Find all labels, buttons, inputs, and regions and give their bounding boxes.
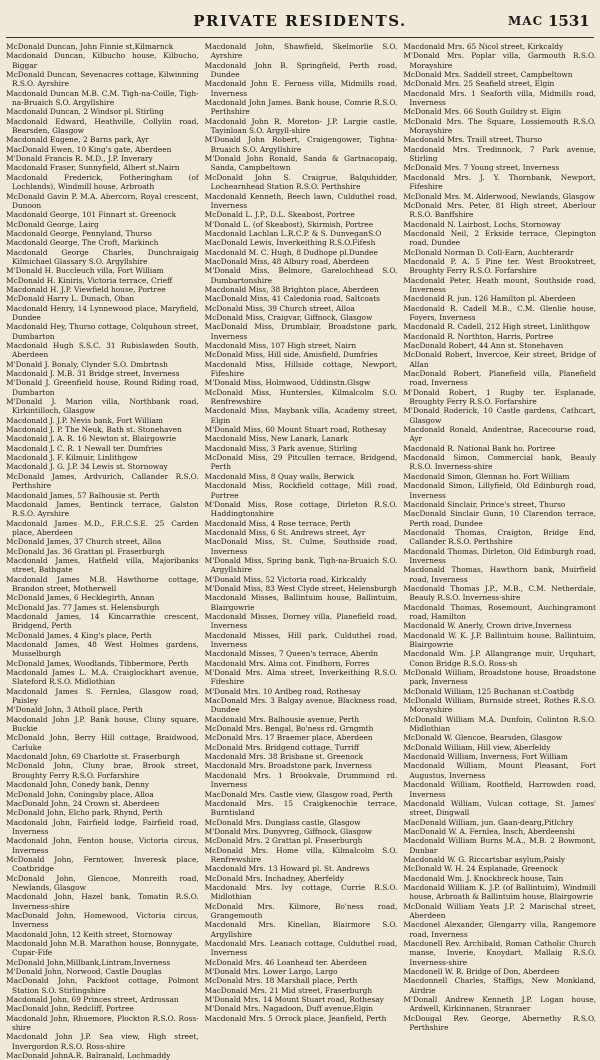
resident-entry: MacDonald Mrs. Castle view, Glasgow road, Perth bbox=[204, 789, 393, 799]
resident-entry: Macdonald Mrs. 38 Brisbane st. Greenock bbox=[204, 752, 364, 762]
resident-entry: Macdonald Mrs. 1 Brookvale, Drummond rd. Inverness bbox=[204, 770, 398, 790]
resident-entry: M'Donall Andrew Kenneth J.P. Logan house, Ardwell, Kirkinnanen, Stranraer bbox=[403, 995, 597, 1014]
resident-entry: Macdonald Kenneth, Beech lawn, Culduthel road, Inverness bbox=[204, 191, 398, 210]
column-1 bbox=[6, 42, 199, 1060]
resident-entry: Macdonel Alexander, Glengarry villa, Rangemore road, Inverness bbox=[403, 920, 597, 939]
resident-entry: Macdonald John, 12 Keith street, Stornoway bbox=[6, 929, 173, 939]
resident-entry: MacDonald Miss, 41 Caledonia road, Saltcoats bbox=[204, 294, 380, 304]
resident-entry: M'Donald John Ronald, Sanda & Gartnacopaig, Sanda, Campbeltown bbox=[204, 154, 398, 173]
section-tag: MAC bbox=[508, 14, 544, 28]
resident-entry: McDonald Miss, Huntersles, Kilmalcolm S.O. Renfrewshire bbox=[204, 387, 398, 407]
resident-entry: M'Donald Mrs. Poplar villa, Garmouth R.S.O. Morayshire bbox=[403, 51, 597, 70]
resident-entry: Macdonald Sinclair, Prince's street, Thurso bbox=[403, 499, 566, 509]
resident-entry: Macdonald R. jun. 126 Hamilton pl. Aberdeen bbox=[403, 294, 576, 304]
resident-entry: M'Donald Robert, 1 Rugby ter. Esplanade, Broughty Ferry R.S.O. Forfarshire bbox=[403, 387, 597, 407]
resident-entry: M'Donald J. Greenfield house, Round Riding road, Dumbarton bbox=[6, 378, 199, 397]
resident-entry: Macdonald Misses, Hill park, Culduthel road, Inverness bbox=[204, 630, 398, 649]
resident-entry: McDonald William, Burnside street, Rothes R.S.O. Morayshire bbox=[403, 696, 597, 715]
resident-entry: Macdonald W. Anerly, Crown drive,Inverness bbox=[403, 621, 572, 631]
resident-entry: Macdonald William, Rootfield, Harrowden road, Inverness bbox=[403, 780, 597, 799]
resident-entry: McDonald Duncan, Sevenacres cottage, Kilwinning R.S.O. Ayrshire bbox=[6, 70, 199, 89]
resident-entry: Macdonald John J.P. Bank house, Cluny square, Buckie bbox=[6, 714, 199, 734]
resident-entry: Macdonald Miss, New Lanark, Lanark bbox=[204, 434, 348, 444]
resident-entry: Macdonald Mrs. 13 Howard pl. St. Andrews bbox=[204, 864, 370, 874]
resident-entry: Macdonald John J.P. Sea view, High street, Invergordon R.S.O. Ross-shire bbox=[6, 1032, 199, 1051]
resident-entry: M'Donald H. Buccleuch villa, Fort William bbox=[6, 266, 164, 276]
resident-entry: Macdonald Peter, Heath mount, Southside road, Inverness bbox=[403, 275, 597, 294]
resident-entry: Macdonald Eugene, 2 Barns park, Ayr bbox=[6, 135, 149, 145]
resident-entry: Macdonald John, 69 Charlotte st. Fraserburgh bbox=[6, 752, 180, 762]
resident-entry: Macdonald J. F. Kilmuir, Linlithgow bbox=[6, 453, 138, 463]
resident-entry: Macdonald H. J.P. Viewfield house, Portree bbox=[6, 284, 166, 294]
resident-entry: MacDonald W. A. Fernlea, Insch, Aberdeenshi bbox=[403, 826, 575, 836]
resident-entry: Macdonnell Charles, Staffigs, New Monkland, Airdrie bbox=[403, 976, 597, 995]
resident-entry: McDonald John,Millbank,Lintram,Inverness bbox=[6, 957, 171, 967]
page-number: 1531 bbox=[548, 12, 590, 30]
resident-entry: Macdonald J. A. R. 16 Newton st. Blairgowrie bbox=[6, 434, 177, 444]
column-3 bbox=[403, 42, 597, 1033]
resident-entry: Macdonald James, Bentinck terrace, Galston R.S.O. Ayrshire bbox=[6, 499, 199, 519]
resident-entry: McDonald Mrs. 17 Braemer place, Aberdeen bbox=[204, 733, 373, 743]
resident-entry: Macdonald J. G. J.P. 34 Lewis st. Stornoway bbox=[6, 462, 168, 472]
resident-entry: Macdonald W. K. J.P. Ballintuim house, Ballintuim, Blairgowrie bbox=[403, 630, 597, 649]
resident-entry: MacDonald William, jun. Gaan-dearg,Pitlchry bbox=[403, 817, 574, 827]
resident-entry: McDonald William M.A. Dunfoin, Colinton R.S.O. Midlothian bbox=[403, 714, 597, 734]
resident-entry: Macdonald James, 48 West Holmes gardens, Musselburgh bbox=[6, 640, 199, 659]
resident-entry: Macdonald Mrs. Leanach cottage, Culduthel road, Inverness bbox=[204, 939, 398, 958]
resident-entry: McDonald Miss, Hill side, Amisfield, Dumfries bbox=[204, 350, 378, 360]
resident-entry: Macdonald John, 69 Princes street, Ardrossan bbox=[6, 995, 179, 1005]
resident-entry: McDonald Mrs. 66 South Guildry st. Elgin bbox=[403, 107, 561, 117]
resident-entry: McDonald Mrs. 18 Marshall place, Perth bbox=[204, 976, 358, 986]
resident-entry: Macdonald Mrs. Ivy cottage, Currie R.S.O. Midlothian bbox=[204, 882, 398, 902]
resident-entry: MacDonald Miss, St. Culme, Southside road, Inverness bbox=[204, 537, 398, 556]
resident-entry: McDonald James, Woodlands, Tibbermore, Perth bbox=[6, 658, 189, 668]
resident-entry: Macdonald Frederick, Fotheringham (of Lochlands), Windmill house, Arbroath bbox=[6, 172, 199, 192]
resident-entry: McDonald Mrs. Bridgend cottage, Turriff bbox=[204, 742, 360, 752]
resident-entry: McDonald William, Hill view, Aberfeldy bbox=[403, 742, 551, 752]
resident-entry: Macdonald Mrs. 65 Nicol street, Kirkcaldy bbox=[403, 42, 564, 51]
resident-entry: McDonald William, 125 Buchanan st.Coatbdg bbox=[403, 686, 575, 696]
resident-entry: McDonald Mrs. 2 Grattan pl. Fraserburgh bbox=[204, 836, 363, 846]
resident-entry: McDonald Duncan, John Finnie st,Kilmarnck bbox=[6, 42, 174, 51]
resident-entry: MacDonald Ewen, 10 King's gate, Aberdeen bbox=[6, 144, 172, 154]
resident-entry: Macdonald R. Northton, Harris, Portree bbox=[403, 331, 554, 341]
resident-entry: McDonald John, Ferntower, Inveresk place, Coatbridge bbox=[6, 854, 199, 874]
resident-entry: Macdonald John M.B. Marathon house, Bonnygate, Cupar-Fife bbox=[6, 939, 199, 958]
resident-entry: MacDonald Miss, 48 Albury road, Aberdeen bbox=[204, 256, 370, 266]
resident-entry: Macdonald Misses, 7 Queen's terrace, Aberdn bbox=[204, 649, 379, 659]
resident-entry: Macdonald Miss, 4 Rose terrace, Perth bbox=[204, 518, 351, 528]
resident-entry: M'Donald Miss, Holmwood, Uddinstn.Glsgw bbox=[204, 378, 371, 388]
resident-entry: Macdonald W. G. Riccartsbar asylum,Paisly bbox=[403, 854, 566, 864]
resident-entry: Macdonald Edward, Heathville, Collylin road, Bearsden, Glasgow bbox=[6, 116, 199, 136]
resident-entry: M'Donald John, 3 Atholl place, Perth bbox=[6, 705, 143, 715]
resident-entry: Macdonald Mrs. J. Y. Thornbank, Newport, Fifeshire bbox=[403, 172, 597, 192]
resident-entry: Macdonald Simon, Lillyfield, Old Edinburgh road, Inverness bbox=[403, 481, 597, 500]
resident-entry: MacDonald Sinclair Gunn, 10 Clarendon terrace, Perth road, Dundee bbox=[403, 509, 597, 528]
resident-entry: Macdonald Simon, Glennan ho. Fort William bbox=[403, 471, 570, 481]
resident-entry: MacDonald John, 24 Crown st. Aberdeen bbox=[6, 798, 160, 808]
resident-entry: McDonald Gavin P. M.A. Abercorn, Royal crescent, Dunoon bbox=[6, 191, 199, 210]
resident-entry: McDonald Miss, 29 Pitcullen terrace, Bridgend, Perth bbox=[204, 453, 398, 472]
resident-entry: McDonald W. Glencoe, Bearsden, Glasgow bbox=[403, 733, 563, 743]
resident-entry: Macdonald James S. Fernlea, Glasgow road, Paisley bbox=[6, 686, 199, 706]
resident-entry: Macdonald Miss, Maybank villa, Academy street, Elgin bbox=[204, 406, 398, 425]
resident-entry: MacDonald John, Packfoot cottage, Polmont Station S.O. Stirlingshire bbox=[6, 976, 199, 995]
resident-entry: MacDonald Mrs. 21 Mid street, Fraserburgh bbox=[204, 985, 373, 995]
resident-entry: MacDonald John, Homewood, Victoria circus, Inverness bbox=[6, 910, 199, 930]
resident-entry: McDonald William Yeats J.P. 2 Marischal street, Aberdeen bbox=[403, 901, 597, 920]
resident-entry: MacDonald Robert, Planefield villa, Planefield road, Inverness bbox=[403, 369, 597, 388]
resident-entry: Macdonald William, Mount Pleasant, Fort Augustus, Inverness bbox=[403, 761, 597, 780]
resident-entry: McDonald James, 37 Church street, Alloa bbox=[6, 537, 162, 547]
resident-entry: Macdonald John, Fairfield lodge, Fairfield road, Inverness bbox=[6, 817, 199, 836]
resident-entry: Macdonald Fraser, Sunnyfield, Albert st.Nairn bbox=[6, 163, 180, 173]
resident-entry: Macdonald Thomas, Dirleton, Old Edinburgh road, Inverness bbox=[403, 546, 597, 565]
resident-entry: M'Donald Francis R. M.D., J.P. Inverary bbox=[6, 154, 153, 164]
resident-entry: Macdonald R. Cadell, 212 High street, Linlithgow bbox=[403, 322, 590, 332]
resident-entry: Macdonald John, Conedy bank, Denny bbox=[6, 780, 150, 790]
resident-entry: Macdonald George, The Croft, Markinch bbox=[6, 238, 159, 248]
resident-entry: M'Donald Miss, 52 Victoria road, Kirkcaldy bbox=[204, 574, 367, 584]
resident-entry: McDonald John, Glencoe, Monreith road, Newlands, Glasgow bbox=[6, 873, 199, 892]
resident-entry: Macdonald R. National Bank ho. Portree bbox=[403, 443, 556, 453]
resident-entry: M'Donald Miss, Spring bank, Tigh-na-Bruaich S.O. Argyllshire bbox=[204, 555, 398, 575]
resident-entry: McDonald James, 6 Hecklegirth, Annan bbox=[6, 593, 155, 603]
resident-entry: Macdonald N. Lairbost, Lochs, Stornoway bbox=[403, 219, 561, 229]
resident-entry: Macdonald Simon, Commercial bank, Beauly R.S.O. Inverness-shire bbox=[403, 453, 597, 472]
resident-entry: Macdonald Miss, 6 St. Andrews street, Ayr bbox=[204, 527, 366, 537]
resident-entry: M'Donald J. Marion villa, Northbank road, Kirkintilloch, Glasgow bbox=[6, 397, 199, 416]
resident-entry: MacDonald JohnA.R. Balranald, Lochmaddy bbox=[6, 1051, 171, 1060]
resident-entry: Macdonald George, Pennyland, Thurso bbox=[6, 228, 152, 238]
resident-entry: Macdonald J. P. The Neuk, Bath st. Stonehaven bbox=[6, 425, 182, 435]
resident-entry: Macdonald Miss, Rockfield cottage, Mill road, Portree bbox=[204, 481, 398, 500]
resident-entry: M'Donald Mrs. 10 Ardbeg road, Rothesay bbox=[204, 686, 361, 696]
resident-entry: Macdonald Duncan, 2 Windsor pl. Stirling bbox=[6, 107, 164, 117]
resident-entry: Macdonald Wm. J. Knockbreck house, Tain bbox=[403, 873, 564, 883]
resident-entry: Macdonald John E. Ferness villa, Midmills road, Inverness bbox=[204, 79, 398, 98]
resident-entry: MacDonald Miss, Drumblair, Broadstone park, Inverness bbox=[204, 322, 398, 341]
resident-entry: McDonald Jas. 77 James st. Helensburgh bbox=[6, 602, 160, 612]
resident-entry: Macdonald Neil, 2 Erkside terrace, Clepington road, Dundee bbox=[403, 228, 597, 248]
resident-entry: M'Donald Mrs. Alma street, Inverkeithing R.S.O. Fifeshire bbox=[204, 668, 398, 687]
resident-entry: M'Donald Mrs. 14 Mount Stuart road, Rothesay bbox=[204, 995, 384, 1005]
column-2 bbox=[204, 42, 398, 1023]
resident-entry: McDonald Mrs. Dunglass castle, Glasgow bbox=[204, 817, 361, 827]
page-header bbox=[0, 0, 600, 36]
resident-entry: McDonald H. Kiniris, Victoria terrace, Crieff bbox=[6, 275, 173, 285]
resident-entry: Macdonald Thomas J.P., M.B., C.M. Netherdale, Beauly R.S.O. Inverness-shire bbox=[403, 583, 597, 603]
resident-entry: Macdonald John James. Bank house, Comrie R.S.O. Perthshire bbox=[204, 98, 398, 117]
resident-entry: McDonald Mrs. The Square, Lossiemouth R.S.O. Morayshire bbox=[403, 116, 597, 136]
resident-entry: McDonald Miss, Craigvar, Giffnock, Glasgow bbox=[204, 312, 373, 322]
resident-entry: McDonald Robert, Invercoe, Keir street, Bridge of Allan bbox=[403, 350, 597, 369]
resident-entry: Macdonald Mrs. Broadstone park, Inverness bbox=[204, 761, 372, 771]
resident-entry: McDonald Mrs. Kilmore, Bo'ness road, Grangemouth bbox=[204, 901, 398, 920]
resident-entry: M'Donald Mrs. Nagadoon, Duff avenue,Elgin bbox=[204, 1004, 374, 1014]
resident-entry: Macdonald John B. Springfield, Perth road, Dundee bbox=[204, 60, 398, 80]
resident-entry: Macdonald William, Vulcan cottage, St. James' street, Dingwall bbox=[403, 798, 597, 818]
resident-entry: M'Donald John, Norwood, Castle Douglas bbox=[6, 967, 162, 977]
resident-entry: Macdonell Rev. Archibald, Roman Catholic Church manse, Inverie, Knoydart, Mallaig R.S.O. Inverness-shire bbox=[403, 939, 597, 967]
resident-entry: McDonald Mrs. Saddell street, Campbeltown bbox=[403, 70, 573, 80]
resident-entry: McDonald Mrs. 25 Seafield street, Elgin bbox=[403, 79, 555, 89]
resident-entry: McDonald Mrs. Home villa, Kilmalcolm S.O. Renfrewshire bbox=[204, 845, 398, 864]
resident-entry: Macdonald George Charles, Dunchraigaig Kilmichael Glassary S.O. Argyllshire bbox=[6, 247, 199, 266]
resident-entry: McDougal Rev. George, Abernethy R.S.O. Perthshire bbox=[403, 1013, 597, 1033]
resident-entry: Macdonald Duncan, Kilbucho house, Kilbucho, Biggar bbox=[6, 51, 199, 70]
resident-entry: McDonald Mrs. M. Alderwood, Newlands, Glasgow bbox=[403, 191, 595, 201]
resident-entry: Macdonald John, Fenton house, Victoria circus, Inverness bbox=[6, 836, 199, 855]
resident-entry: McDonald Mrs. Peter, 81 High street, Aberlour R.S.O. Banffshire bbox=[403, 200, 597, 220]
resident-entry: Macdonald Mrs. Alma cot. Findhorn, Forres bbox=[204, 658, 370, 668]
resident-entry: Macdonald Thomas, Hawthorn bank, Muirfield road, Inverness bbox=[403, 565, 597, 584]
resident-entry: McDonald L. J.P., D.L. Skeabost, Portree bbox=[204, 210, 355, 220]
resident-entry: McDonald John, Berry Hill cottage, Braidwood, Carluke bbox=[6, 733, 199, 752]
resident-entry: MacDonald John, Redcliff, Portree bbox=[6, 1004, 134, 1014]
resident-entry: Macdonald J. M.B. 31 Bridge street, Inverness bbox=[6, 369, 180, 379]
resident-entry: McDonald John, Coningsby place, Alloa bbox=[6, 789, 154, 799]
resident-entry: Macdonald Mrs. Traill street, Thurso bbox=[403, 135, 543, 145]
resident-entry: Macdonald John, Shawfield, Skelmorlie S.O. Ayrshire bbox=[204, 42, 398, 61]
resident-entry: Macdonald John, Hazel bank, Tomatin R.S.O. Inverness-shire bbox=[6, 892, 199, 911]
resident-entry: Macdonald Mrs. 1 Seaforth villa, Midmills road, Inverness bbox=[403, 88, 597, 108]
resident-entry: M'Donald J. Bonaly, Clynder S.O. Dmbrtnsh bbox=[6, 359, 168, 369]
resident-entry: Macdonald James M.B. Hawthorne cottage, Brandon street, Motherwell bbox=[6, 574, 199, 593]
resident-entry: McDonald Mrs. 46 Loanhead ter. Aberdeen bbox=[204, 957, 367, 967]
resident-entry: McDonald W. H. 24 Esplanade, Greenock bbox=[403, 864, 558, 874]
resident-entry: Macdonald Duncan M.B. C.M. Tigh-na-Coille, Tigh-na-Bruaich S.O. Argyllshire bbox=[6, 88, 199, 108]
resident-entry: McDonald John, Cluny brae, Brook street, Broughty Ferry R.S.O. Forfarshire bbox=[6, 761, 199, 780]
resident-entry: Macdonald James, 14 Kincarrathie crescent, Bridgend, Perth bbox=[6, 611, 199, 631]
resident-entry: Macdonald Lachlan L.R.C.P. & S. DunveganS.O bbox=[204, 228, 382, 238]
resident-entry: Macdonald Thomas, Craigton, Bridge End, Callander R.S.O. Perthshire bbox=[403, 527, 597, 547]
resident-entry: Macdonald Miss, 107 High street, Nairn bbox=[204, 341, 357, 350]
resident-entry: McDonald John S. Craigrue, Balquhidder, Lochearnhead Station R.S.O. Perthshire bbox=[204, 172, 398, 192]
resident-entry: Macdonald James, 57 Balhousie st. Perth bbox=[6, 490, 160, 500]
resident-entry: McDonald Miss, 39 Church street, Alloa bbox=[204, 303, 355, 313]
resident-entry: Macdonald George, 101 Finnart st. Greenock bbox=[6, 210, 177, 220]
resident-entry: Macdonald Mrs. 15 Craigkenochie terrace, Burntisland bbox=[204, 798, 398, 818]
resident-entry: MacDonald Robert, 44 Ann st. Stonehaven bbox=[403, 341, 564, 350]
resident-entry: Macdonald James L. M.A. Craiglockhart avenue, Slateford R.S.O. Midlothian bbox=[6, 668, 199, 687]
resident-entry: M'Donald Mrs. Lower Largo, Largo bbox=[204, 967, 338, 977]
resident-entry: McDonald William, Broadstone house, Broadstone park, Inverness bbox=[403, 668, 597, 687]
resident-entry: Macdonald Miss, 3 Park avenue, Stirling bbox=[204, 443, 357, 453]
resident-entry: Macdonald P. A. 5 Pine ter. West Brookstreet, Broughty Ferry R.S.O. Forfarshire bbox=[403, 256, 597, 276]
directory-columns bbox=[6, 42, 597, 1060]
resident-entry: Macdonald M. C. Hugh, 8 Dudhope pl.Dundee bbox=[204, 247, 378, 257]
resident-entry: Macdonald Misses, Ballintuim house, Ballintuim, Blairgowrie bbox=[204, 593, 398, 612]
resident-entry: Macdonell W. R. Bridge of Don, Aberdeen bbox=[403, 967, 560, 977]
resident-entry: Macdonald R. Cadell M.B., C.M. Glenlie house, Foyers, Inverness bbox=[403, 303, 597, 322]
resident-entry: Macdonald Thomas, Rosemount, Auchingramont road, Hamilton bbox=[403, 602, 597, 621]
resident-entry: M'Donald Miss, 60 Mount Stuart road, Rothesay bbox=[204, 425, 387, 435]
resident-entry: M'Donald Miss, Rose cottage, Dirleton R.S.O. Haddingtonshire bbox=[204, 499, 398, 519]
resident-entry: McDonald Mrs. 7 Young street, Inverness bbox=[403, 163, 560, 173]
resident-entry: Macdonald William, Inverness, Fort William bbox=[403, 752, 568, 762]
resident-entry: Macdonald John R. Moreton- J.P. Largie castle, Tayinloan S.O. Argyll-shire bbox=[204, 116, 398, 136]
resident-entry: M'Donald John Robert, Craigengower, Tighna-Bruaich S.O. Argyllshire bbox=[204, 135, 398, 154]
resident-entry: Macdonald William K. J.P. (of Ballintuim), Windmill house, Arbroath & Ballintuim house, Blairgowrie bbox=[403, 882, 597, 902]
page-title: PRIVATE RESIDENTS. bbox=[193, 12, 407, 30]
resident-entry: Macdonald Mrs. Balhousie avenue, Perth bbox=[204, 714, 360, 724]
resident-entry: Macdonald Wm. J.P. Allangrange muir, Urquhart, Conon Bridge R.S.O. Ross-sh bbox=[403, 649, 597, 668]
resident-entry: McDonald Harry L. Dunach, Oban bbox=[6, 294, 135, 304]
resident-entry: Macdonald Miss, Hillside cottage, Newport, Fifeshire bbox=[204, 359, 398, 379]
resident-entry: Macdonald J. J.P. Nevis bank, Fort William bbox=[6, 415, 163, 425]
resident-entry: McDonald Mrs. Bengal, Bo'ness rd. Grngmth bbox=[204, 724, 374, 734]
resident-entry: Macdonald Hugh S.S.C. 31 Rubislawden South, Aberdeen bbox=[6, 341, 199, 360]
resident-entry: MacDonald Mrs. 3 Balgay avenue, Blackness road, Dundee bbox=[204, 696, 398, 715]
resident-entry: M'Donald Miss, Belmore, Garelochhead S.O. Dumbartonshire bbox=[204, 266, 398, 285]
resident-entry: MacDonald Lewis, Inverkeithing R.S.O.Fifesh bbox=[204, 238, 376, 248]
resident-entry: Macdonald James, Hatfield villa, Majoribanks street, Bathgate bbox=[6, 555, 199, 575]
resident-entry: Macdonald Hey, Thurso cottage, Colquhoun street, Dumbarton bbox=[6, 322, 199, 341]
resident-entry: McDonald George, Lairg bbox=[6, 219, 99, 229]
resident-entry: Macdonald Miss, 38 Brighton place, Aberdeen bbox=[204, 284, 379, 294]
resident-entry: Macdonald Miss, 8 Quay walls, Berwick bbox=[204, 471, 355, 481]
resident-entry: M'Donald Roderick, 10 Castle gardens, Cathcart, Glasgow bbox=[403, 406, 597, 425]
resident-entry: Macdonald Mrs. Kinellan, Blairmore S.O. Argyllshire bbox=[204, 920, 398, 939]
resident-entry: McDonald Mrs. Inchadney, Aberfeldy bbox=[204, 873, 345, 883]
resident-entry: M'Donald Mrs. Dunyvreg, Giffnock, Glasgow bbox=[204, 826, 372, 836]
resident-entry: Macdonald Henry, 14 Lynnewood place, Maryfield, Dundee bbox=[6, 303, 199, 322]
resident-entry: McDonald James, 4 King's place, Perth bbox=[6, 630, 152, 640]
resident-entry: McDonald James, Ardvurich, Callander R.S.O. Perthshire bbox=[6, 471, 199, 491]
resident-entry: Macdonald Misses, Dorney villa, Planefield road, Inverness bbox=[204, 611, 398, 631]
resident-entry: Macdonald James M.D., F.R.C.S.E. 25 Carden place, Aberdeen bbox=[6, 518, 199, 537]
header-rule bbox=[6, 37, 594, 38]
resident-entry: Macdonald William Burns M.A., M.B. 2 Bowmont, Dunbar bbox=[403, 836, 597, 855]
resident-entry: Macdonald Ronald, Andentrae, Racecourse road, Ayr bbox=[403, 425, 597, 444]
resident-entry: McDonald Norman D. Coll-Earn, Auchterardr bbox=[403, 247, 574, 257]
resident-entry: McDonald Jas. 36 Grattan pl. Fraserburgh bbox=[6, 546, 165, 556]
resident-entry: Macdonald Mrs. Tredinnock, 7 Park avenue, Stirling bbox=[403, 144, 597, 164]
resident-entry: Macdonald John, Rhuemore, Plockton R.S.O. Ross-shire bbox=[6, 1013, 199, 1033]
resident-entry: M'Donald Miss, 83 West Clyde street, Helensburgh bbox=[204, 583, 397, 593]
resident-entry: McDonald John, Elcho park, Rhynd, Perth bbox=[6, 808, 163, 818]
resident-entry: Macdonald J. C. R. 1 Newall ter. Dumfries bbox=[6, 443, 163, 453]
resident-entry: Macdonald Mrs. 5 Orrock place, Jeanfield, Perth bbox=[204, 1013, 387, 1023]
resident-entry: M'Donald L. (of Skeabost), Skirmish, Portree bbox=[204, 219, 374, 229]
